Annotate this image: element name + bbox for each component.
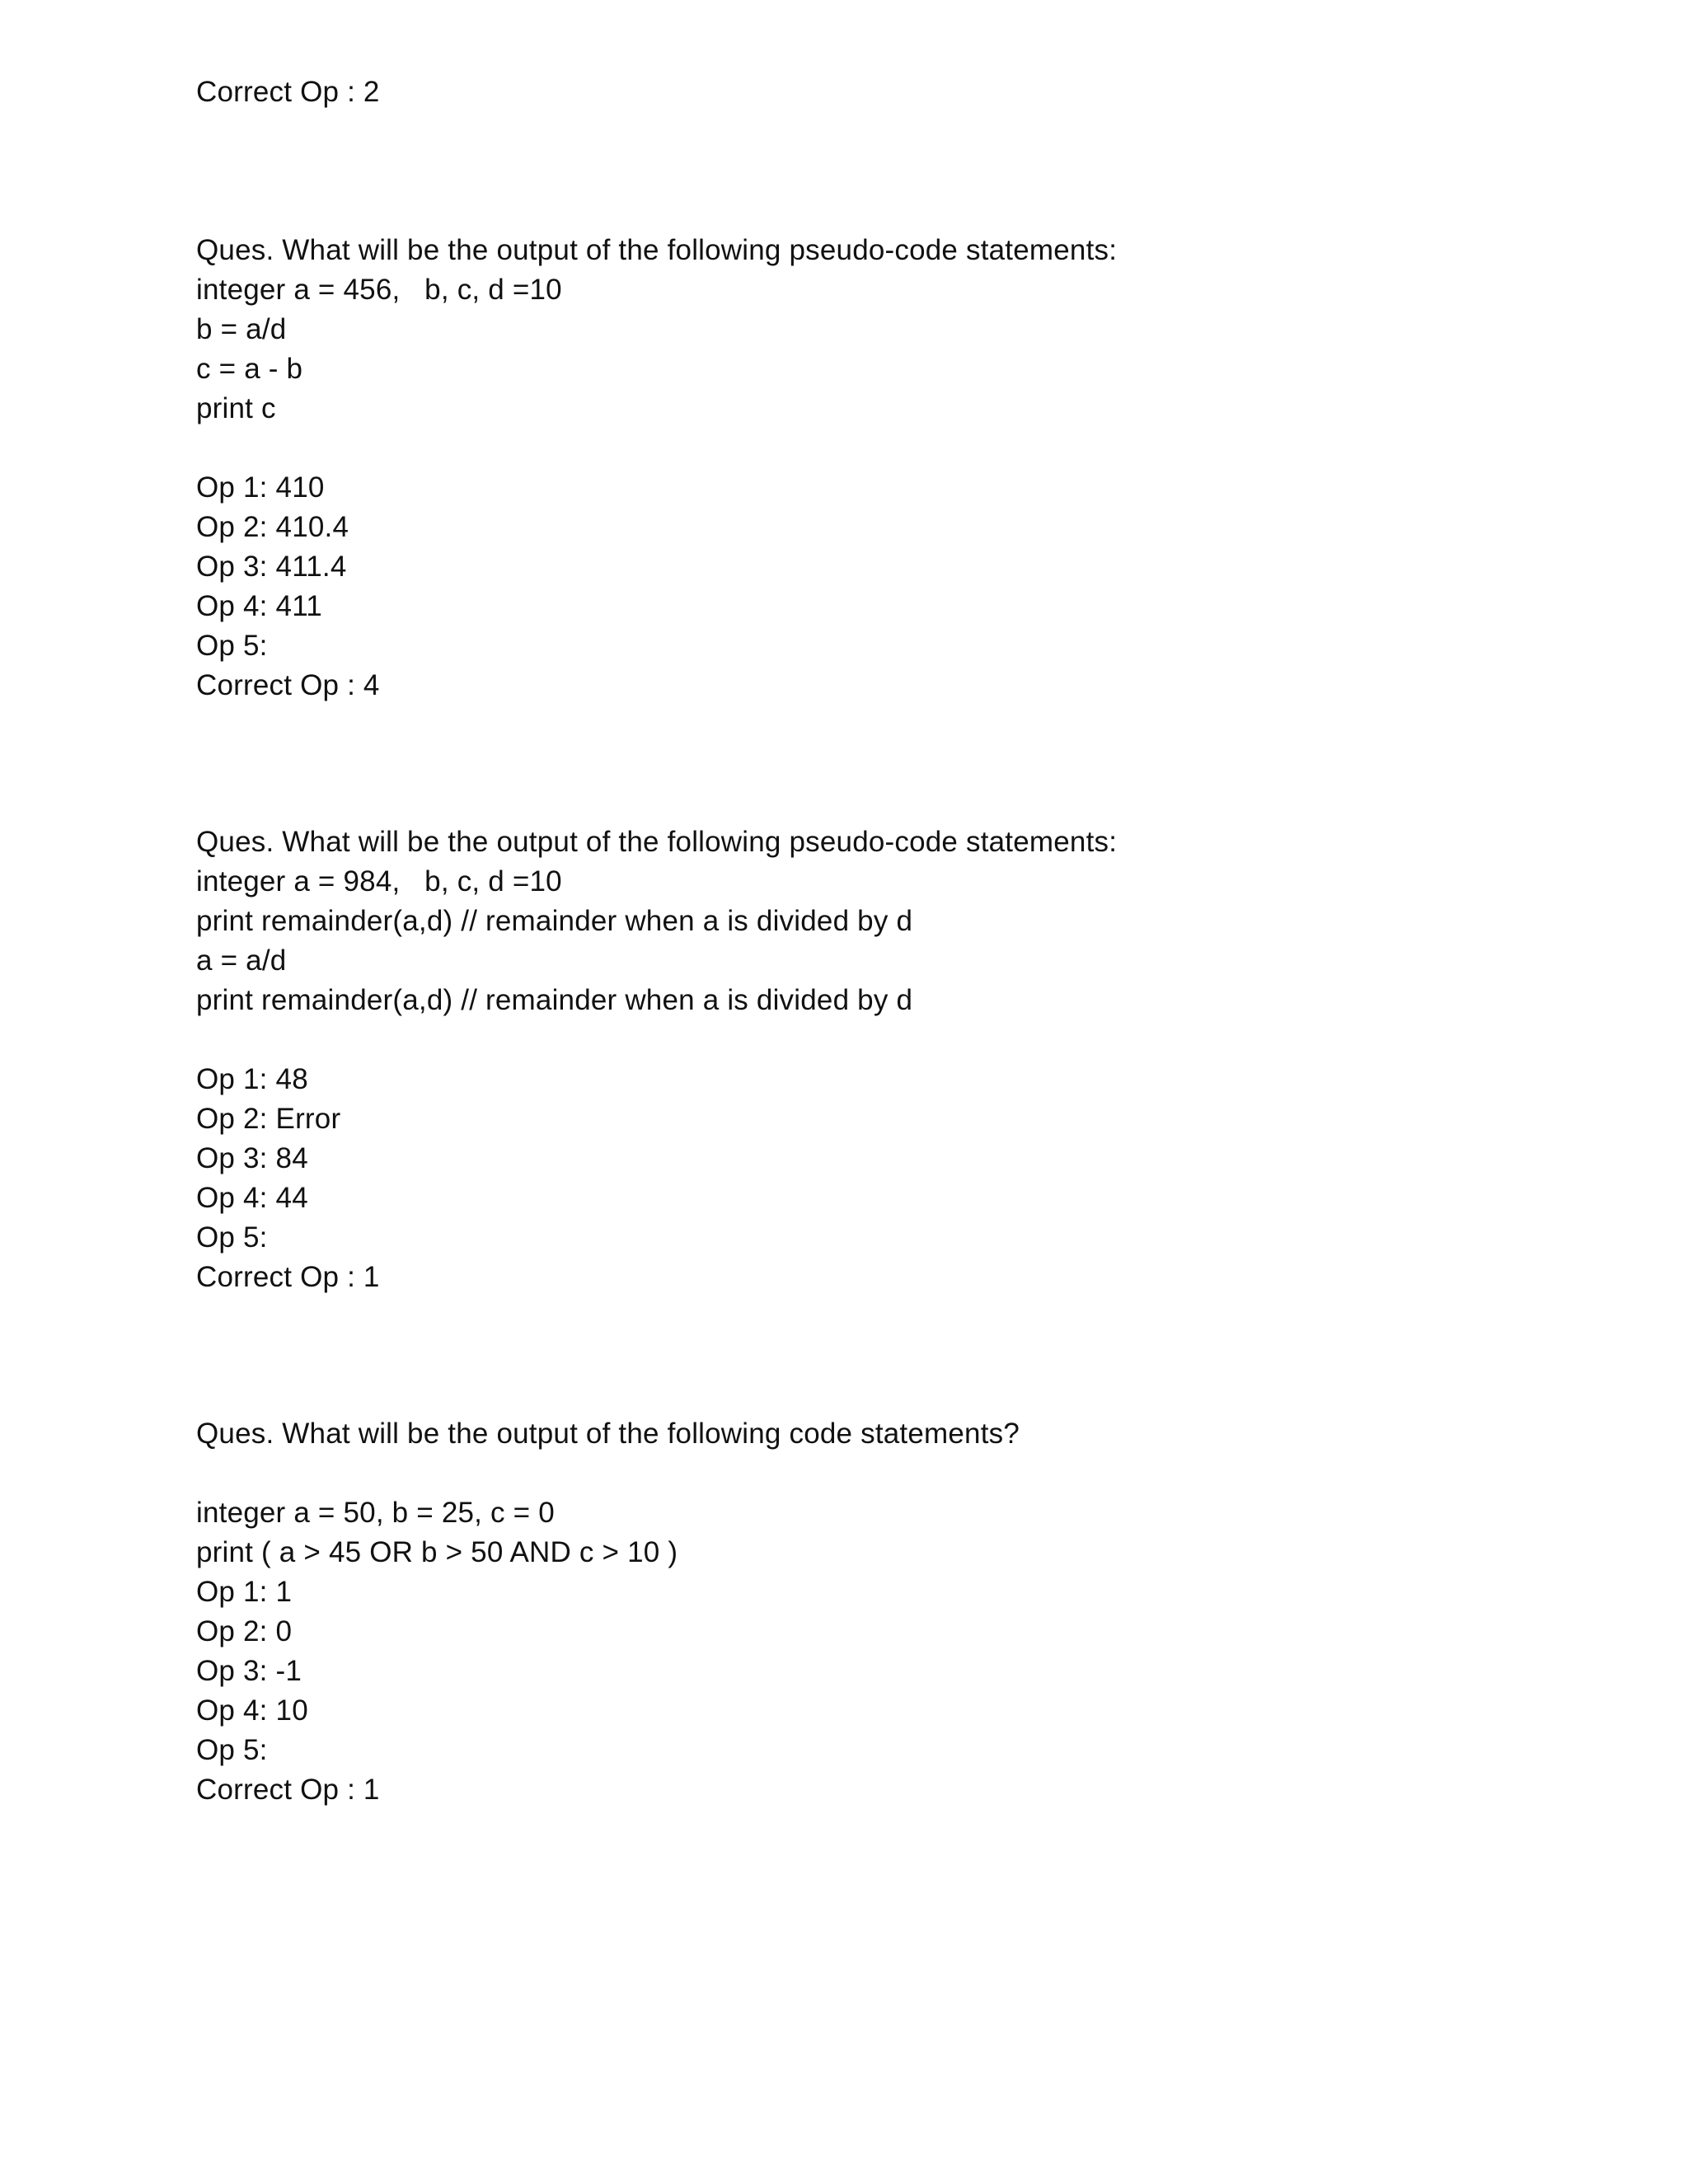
option-3: Op 3: -1 [196, 1655, 302, 1687]
code-line: b = a/d [196, 313, 287, 345]
code-line: integer a = 456, b, c, d =10 [196, 274, 562, 306]
option-4: Op 4: 10 [196, 1694, 308, 1727]
option-2: Op 2: 410.4 [196, 511, 349, 543]
code-line: print c [196, 392, 276, 424]
code-line: integer a = 50, b = 25, c = 0 [196, 1497, 555, 1529]
option-1: Op 1: 48 [196, 1063, 308, 1095]
question-text: Ques. What will be the output of the following pseudo-code statements: [196, 826, 1118, 858]
correct-answer: Correct Op : 4 [196, 669, 380, 701]
correct-answer: Correct Op : 1 [196, 1261, 380, 1293]
correct-answer: Correct Op : 1 [196, 1774, 380, 1806]
question-text: Ques. What will be the output of the following pseudo-code statements: [196, 234, 1118, 266]
option-3: Op 3: 411.4 [196, 551, 347, 583]
prev-correct-answer: Correct Op : 2 [196, 76, 380, 108]
option-2: Op 2: Error [196, 1103, 341, 1135]
code-line: print ( a > 45 OR b > 50 AND c > 10 ) [196, 1536, 678, 1568]
code-line: print remainder(a,d) // remainder when a is divided by d [196, 905, 913, 937]
code-line: print remainder(a,d) // remainder when a is divided by d [196, 984, 913, 1016]
option-4: Op 4: 44 [196, 1182, 308, 1214]
option-5: Op 5: [196, 1734, 268, 1766]
option-2: Op 2: 0 [196, 1615, 293, 1647]
option-5: Op 5: [196, 1221, 268, 1254]
code-line: a = a/d [196, 944, 287, 977]
option-5: Op 5: [196, 630, 268, 662]
question-text: Ques. What will be the output of the following code statements? [196, 1418, 1020, 1450]
option-1: Op 1: 410 [196, 471, 325, 504]
option-3: Op 3: 84 [196, 1142, 308, 1174]
code-line: integer a = 984, b, c, d =10 [196, 865, 562, 898]
option-1: Op 1: 1 [196, 1576, 293, 1608]
option-4: Op 4: 411 [196, 590, 322, 622]
code-line: c = a - b [196, 353, 303, 385]
